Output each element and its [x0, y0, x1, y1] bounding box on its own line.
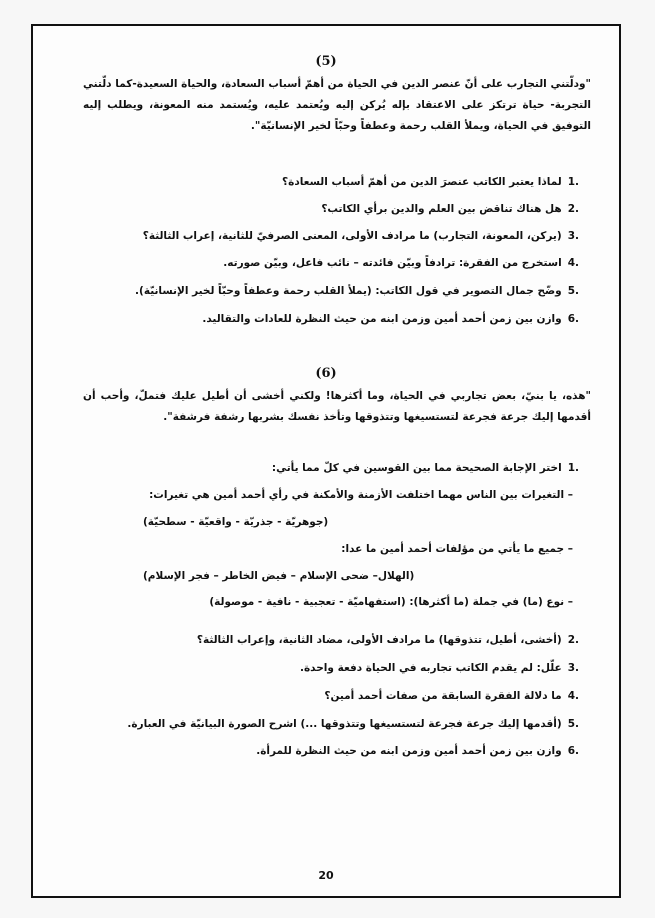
s5-question-2: .2هل هناك تناقض بين العلم والدين برأي الكاتب؟ [321, 203, 579, 215]
section-5-number: (5) [315, 54, 337, 69]
s6-question-6: .6وازن بين زمن أحمد أمين وزمن ابنه من حيث النظرة للمرأة. [256, 745, 579, 757]
s5-question-1: .1لماذا يعتبر الكاتب عنصرَ الدين من أهمّ أسباب السعادة؟ [282, 176, 579, 188]
s6-question-4: .4ما دلالة الفقرة السابقة من صفات أحمد أمين؟ [324, 690, 579, 702]
s5-question-5: .5وضّح جمال التصوير في قول الكاتب: (يملأ القلب رحمة وعطفاً وحبّاً لخير الإنسانيّة). [135, 285, 579, 297]
s5-question-6: .6وازن بين زمن أحمد أمين وزمن ابنه من حيث النظرة للعادات والتقاليد. [202, 313, 579, 325]
s5-question-4: .4استخرج من الفقرة: ترادفاً وبيّن فائدته – نائب فاعل، وبيّن صورته. [223, 257, 579, 269]
s6-q1-item-a-options: (جوهريّة - جذريّة - واقعيّة - سطحيّة) [143, 516, 329, 528]
s6-question-3: .3علّل: لم يقدم الكاتب تجاربه في الحياة دفعة واحدة. [299, 662, 579, 674]
page-frame [31, 24, 621, 898]
s6-question-2: .2(أخشى، أطيل، تتذوقها) ما مرادف الأولى، مضاد الثانية، وإعراب الثالثة؟ [196, 634, 579, 646]
s5-question-3: .3(يركن، المعونة، التجارب) ما مرادف الأولى، المعنى الصرفيّ للثانية، إعراب الثالثة؟ [142, 230, 579, 242]
s6-q1-item-a: – التغيرات بين الناس مهما اختلفت الأزمنة والأمكنة في رأي أحمد أمين هي تغيرات: [149, 489, 573, 501]
section-6-paragraph: "هذه، يا بنيّ، بعض تجاربي في الحياة، وما أكثرها! ولكني أخشى أن أطيل عليك فتملّ، وأحب أن أقدمها إليك جرعة فجرعة لتستسيغها وتتذوقها وتأخذ نفسك بشربها رشفة فرشفة". [83, 390, 591, 423]
section-6-number: (6) [315, 366, 337, 381]
section-5-paragraph: "ودلّتني التجارب على أنّ عنصر الدين في الحياة من أهمّ أسباب السعادة، والحياة السعيدة-كما دلّتني التجربة- حياة ترتكز على الاعتقاد بإله يُركن إليه ويُعتمد عليه، ويُستمد منه المعونة، ويطلب إليه التوفيق في الحياة، ويملأ القلب رحمة وعطفاً وحبّاً لخير الإنسانيّة". [83, 78, 591, 132]
s6-q1-item-c: – نوع (ما) في جملة (ما أكثرها): (استفهاميّة - تعجبية - نافية - موصولة) [209, 596, 573, 608]
s6-question-1: .1اختر الإجابة الصحيحة مما بين القوسين في كلّ مما يأتي: [271, 462, 579, 474]
s6-question-5: .5(أقدمها إليك جرعة فجرعة لتستسيغها وتتذوقها ...) اشرح الصورة البيانيّة في العبارة. [127, 718, 579, 730]
page-number: 20 [318, 869, 334, 882]
s6-q1-item-b: – جميع ما يأتي من مؤلفات أحمد أمين ما عدا: [341, 543, 573, 555]
s6-q1-item-b-options: (الهلال– ضحى الإسلام – فيض الخاطر – فجر الإسلام) [143, 570, 415, 582]
